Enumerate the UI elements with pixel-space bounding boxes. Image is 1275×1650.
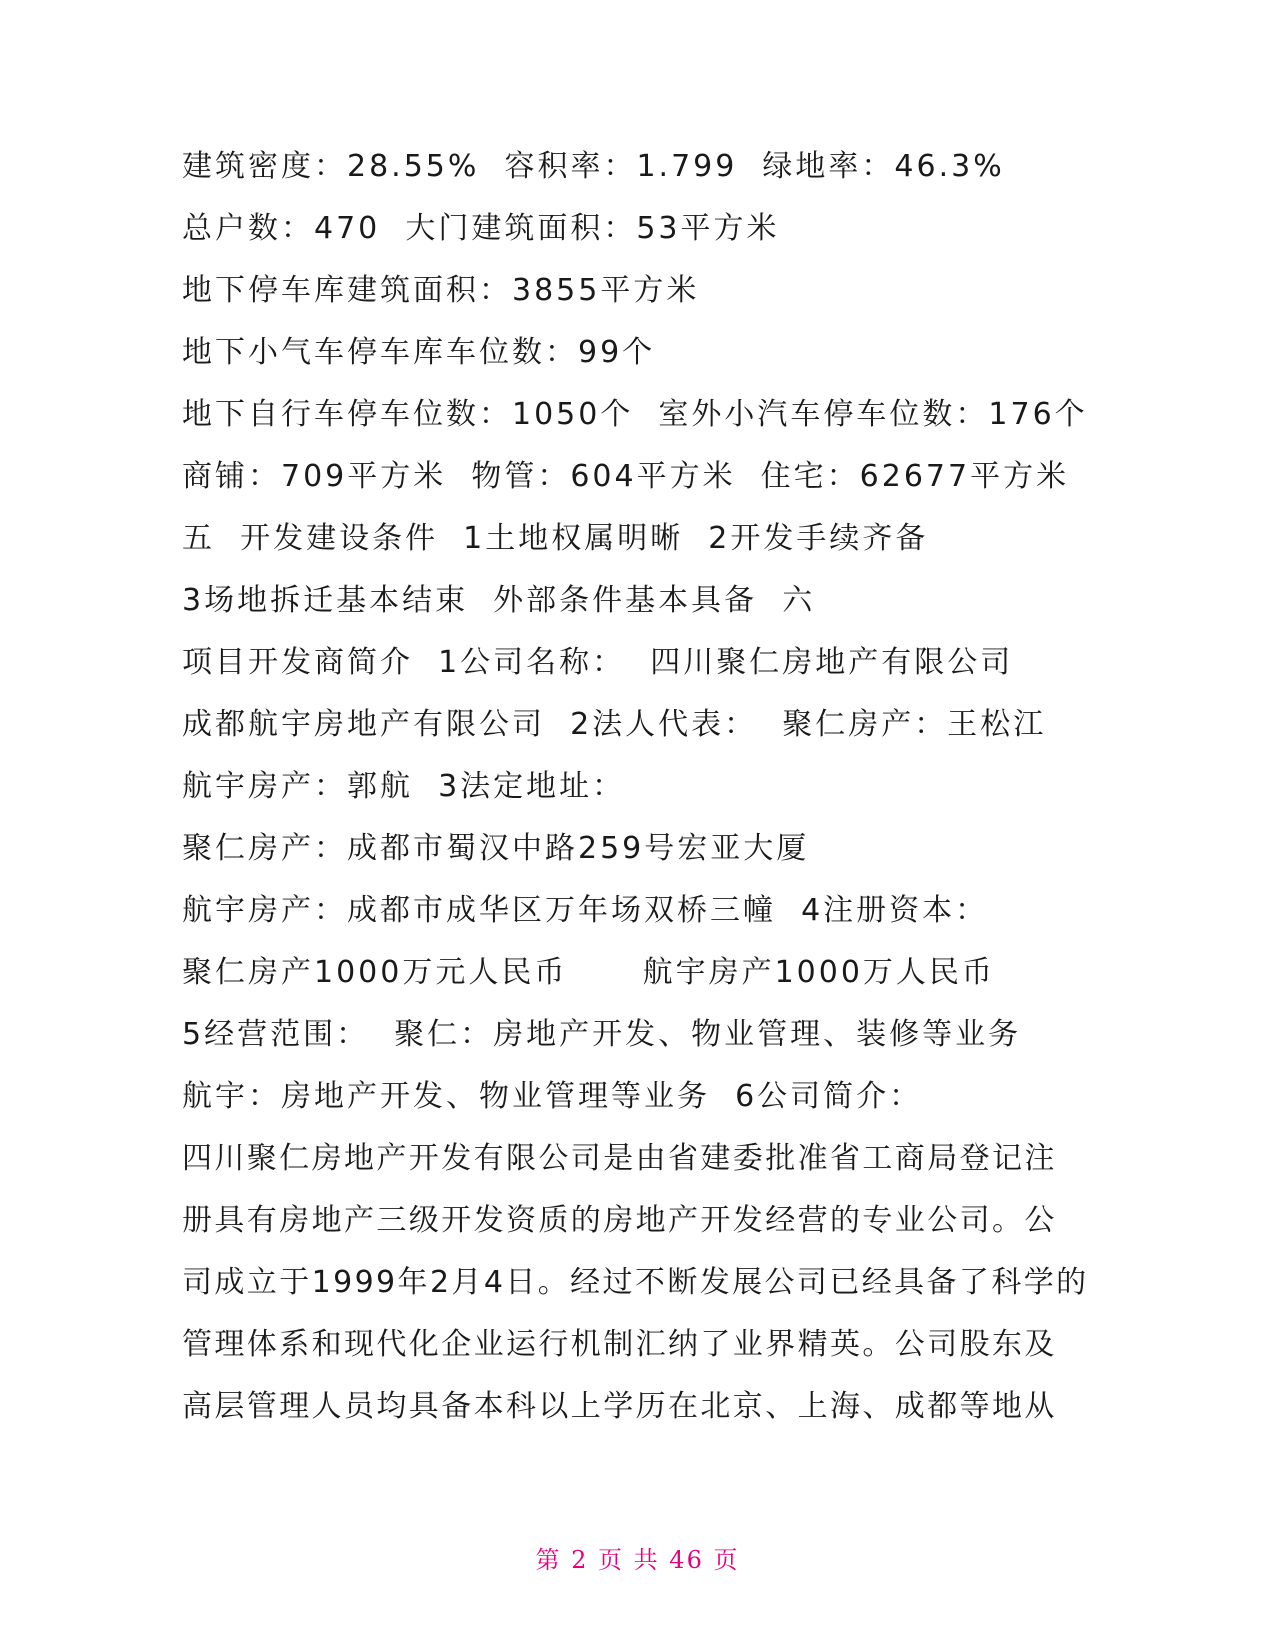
paragraph-line: 管理体系和现代化企业运行机制汇纳了业界精英。公司股东及 (182, 1327, 1057, 1362)
paragraph-line: 四川聚仁房地产开发有限公司是由省建委批准省工商局登记注 (182, 1141, 1057, 1176)
text-line: 地下自行车停车位数：1050个 室外小汽车停车位数：176个 (182, 397, 1088, 432)
text-line: 聚仁房产：成都市蜀汉中路259号宏亚大厦 (182, 831, 810, 866)
text-line: 3场地拆迁基本结束 外部条件基本具备 六 (182, 583, 816, 618)
text-line: 航宇房产：成都市成华区万年场双桥三幢 4注册资本： (182, 893, 989, 928)
text-line: 商铺：709平方米 物管：604平方米 住宅：62677平方米 (182, 459, 1070, 494)
text-line: 聚仁房产1000万元人民币 航宇房产1000万人民币 (182, 955, 995, 990)
page-number-footer: 第 2 页 共 46 页 (535, 1546, 740, 1574)
text-line: 总户数：470 大门建筑面积：53平方米 (182, 211, 780, 246)
text-line: 项目开发商简介 1公司名称： 四川聚仁房地产有限公司 (182, 645, 1014, 680)
paragraph-line: 册具有房地产三级开发资质的房地产开发经营的专业公司。公 (182, 1203, 1057, 1238)
document-body (182, 136, 1089, 1438)
text-line: 五 开发建设条件 1土地权属明晰 2开发手续齐备 (182, 521, 929, 556)
text-line: 5经营范围： 聚仁：房地产开发、物业管理、装修等业务 (182, 1017, 1022, 1052)
paragraph-line: 司成立于1999年2月4日。经过不断发展公司已经具备了科学的 (182, 1265, 1089, 1300)
text-line: 航宇：房地产开发、物业管理等业务 6公司简介： (182, 1079, 923, 1114)
text-line: 地下小气车停车库车位数：99个 (182, 335, 656, 370)
text-line: 建筑密度：28.55% 容积率：1.799 绿地率：46.3% (182, 149, 1005, 184)
text-line: 地下停车库建筑面积：3855平方米 (182, 273, 700, 308)
text-line: 成都航宇房地产有限公司 2法人代表： 聚仁房产：王松江 (182, 707, 1047, 742)
paragraph-line: 高层管理人员均具备本科以上学历在北京、上海、成都等地从 (182, 1389, 1057, 1424)
text-line: 航宇房产：郭航 3法定地址： (182, 769, 626, 804)
